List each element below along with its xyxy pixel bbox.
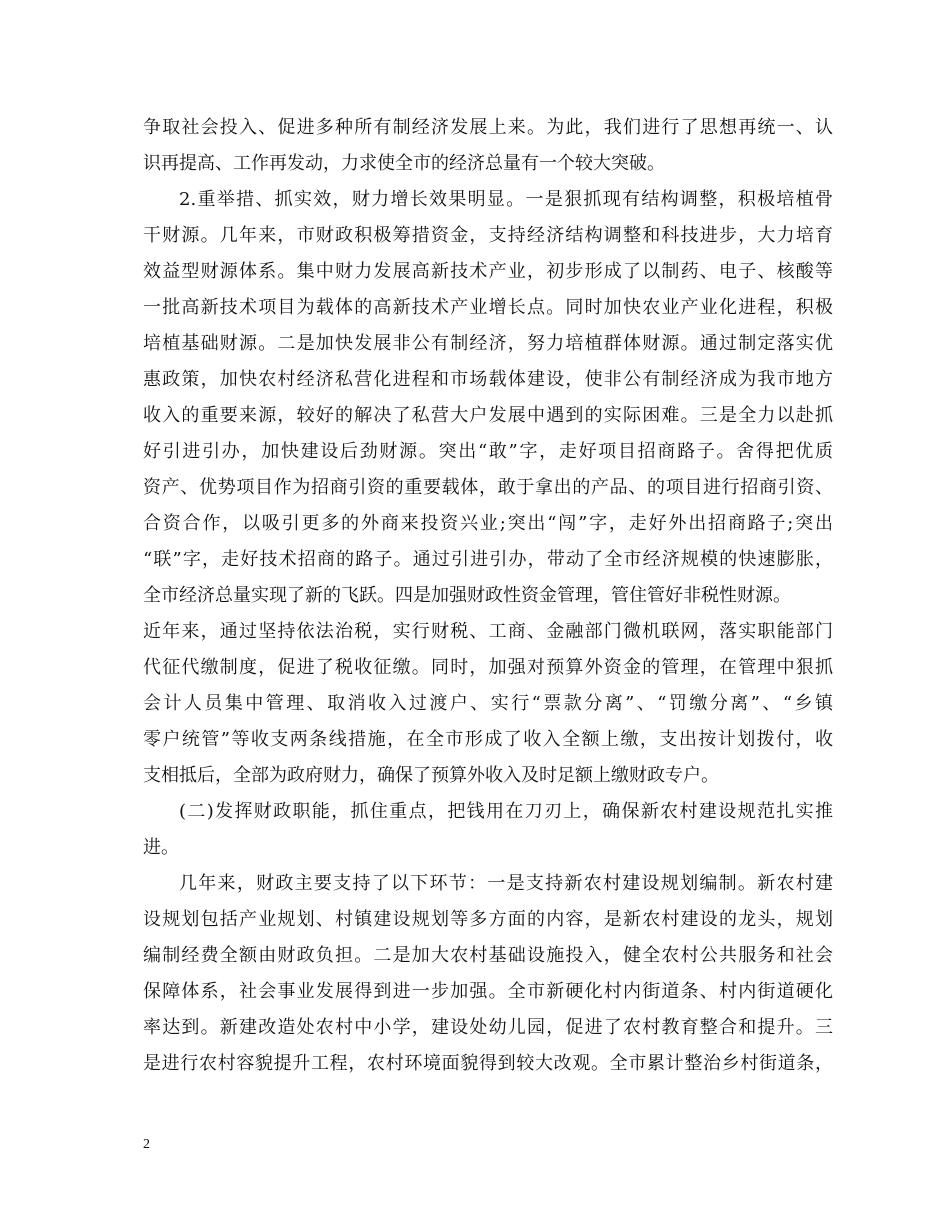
text-line: 是进行农村容貌提升工程，农村环境面貌得到较大改观。全市累计整治乡村街道条，: [143, 1053, 833, 1074]
text-line: 支相抵后，全部为政府财力，确保了预算外收入及时足额上缴财政专户。: [143, 765, 719, 786]
text-line: 保障体系，社会事业发展得到进一步加强。全市新硬化村内街道条、村内街道硬化: [143, 981, 833, 1002]
text-line: 效益型财源体系。集中财力发展高新技术产业，初步形成了以制药、电子、核酸等: [143, 261, 833, 282]
text-line: 培植基础财源。二是加快发展非公有制经济，努力培植群体财源。通过制定落实优: [143, 333, 833, 354]
text-line: 几年来，财政主要支持了以下环节：一是支持新农村建设规划编制。新农村建: [179, 873, 833, 894]
text-line: 好引进引办，加快建设后劲财源。突出“敢”字，走好项目招商路子。舍得把优质: [143, 441, 833, 462]
text-line: 一批高新技术项目为载体的高新技术产业增长点。同时加快农业产业化进程，积极: [143, 297, 833, 318]
text-line: 编制经费全额由财政负担。二是加大农村基础设施投入，健全农村公共服务和社会: [143, 945, 833, 966]
text-line: 近年来，通过坚持依法治税，实行财税、工商、金融部门微机联网，落实职能部门: [143, 621, 833, 642]
text-line: 惠政策，加快农村经济私营化进程和市场载体建设，使非公有制经济成为我市地方: [143, 369, 833, 390]
text-line: 全市经济总量实现了新的飞跃。四是加强财政性资金管理，管住管好非税性财源。: [143, 585, 791, 606]
text-line: 率达到。新建改造处农村中小学，建设处幼儿园，促进了农村教育整合和提升。三: [143, 1017, 833, 1038]
text-line: (二)发挥财政职能，抓住重点，把钱用在刀刃上，确保新农村建设规范扎实推: [179, 801, 833, 822]
body-text: [143, 110, 833, 1082]
text-line: 收入的重要来源，较好的解决了私营大户发展中遇到的实际困难。三是全力以赴抓: [143, 405, 833, 426]
text-line: 2.重举措、抓实效，财力增长效果明显。一是狠抓现有结构调整，积极培植骨: [179, 189, 833, 210]
text-line: 代征代缴制度，促进了税收征缴。同时，加强对预算外资金的管理，在管理中狠抓: [143, 657, 833, 678]
text-line: 零户统管”等收支两条线措施，在全市形成了收入全额上缴，支出按计划拨付，收: [143, 729, 833, 750]
text-line: 会计人员集中管理、取消收入过渡户、实行“票款分离”、“罚缴分离”、“乡镇: [143, 693, 833, 714]
text-line: 进。: [143, 837, 179, 858]
text-line: 争取社会投入、促进多种所有制经济发展上来。为此，我们进行了思想再统一、认: [143, 117, 833, 138]
text-line: 资产、优势项目作为招商引资的重要载体，敢于拿出的产品、的项目进行招商引资、: [143, 477, 833, 498]
text-line: “联”字，走好技术招商的路子。通过引进引办，带动了全市经济规模的快速膨胀，: [143, 549, 833, 570]
text-line: 设规划包括产业规划、村镇建设规划等多方面的内容，是新农村建设的龙头，规划: [143, 909, 833, 930]
text-line: 干财源。几年来，市财政积极筹措资金，支持经济结构调整和科技进步，大力培育: [143, 225, 833, 246]
page-number: 2: [143, 1137, 150, 1152]
text-line: 合资合作，以吸引更多的外商来投资兴业;突出“闯”字，走好外出招商路子;突出: [143, 513, 833, 534]
text-line: 识再提高、工作再发动，力求使全市的经济总量有一个较大突破。: [143, 153, 665, 174]
